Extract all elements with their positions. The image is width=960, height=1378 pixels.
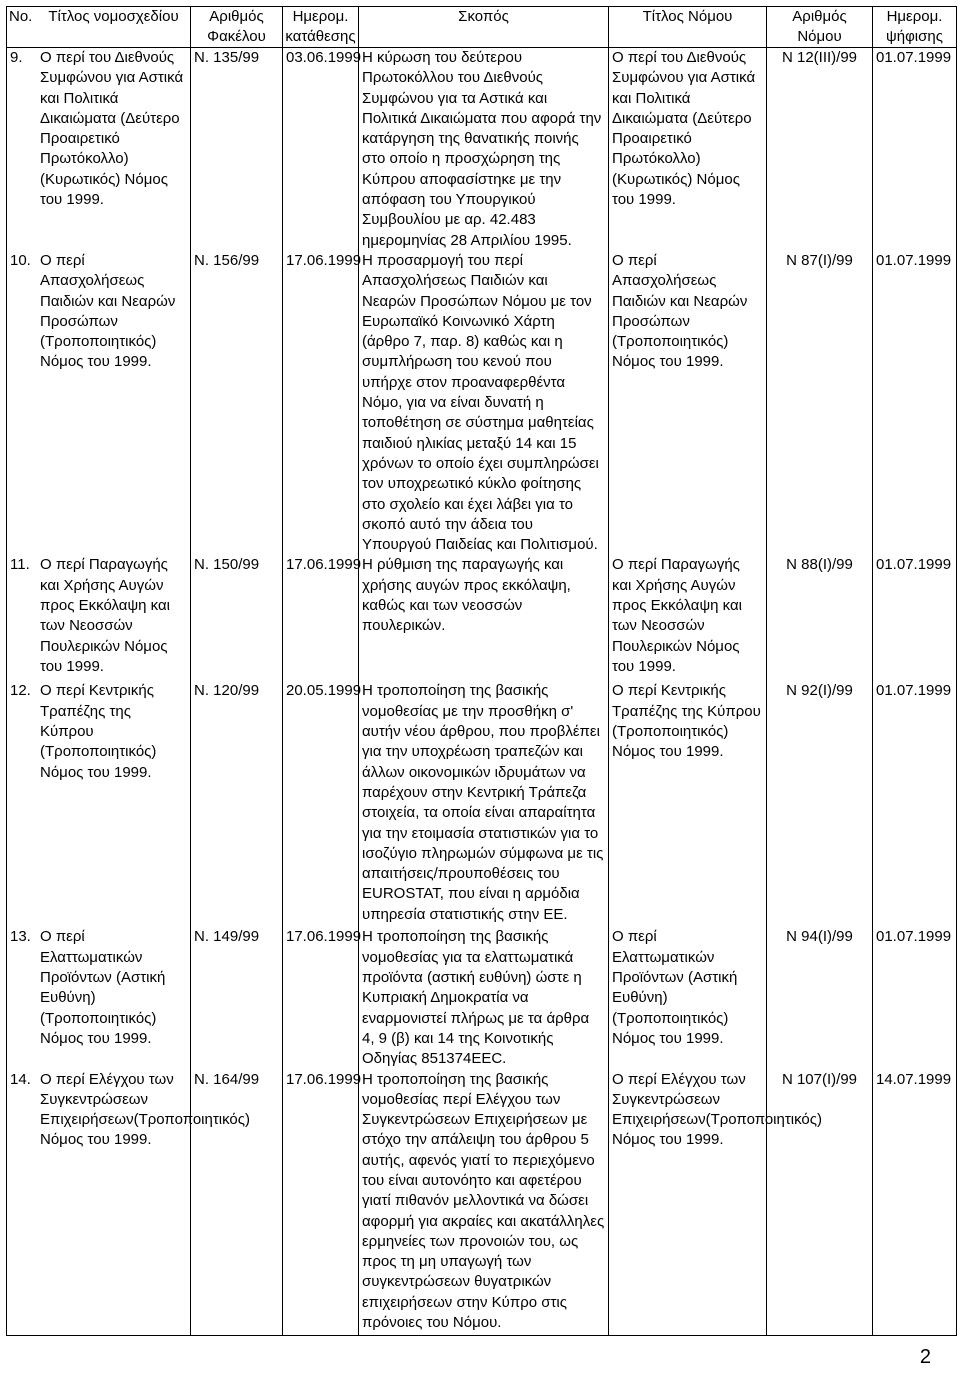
law-title: Ο περί Απασχολήσεως Παιδιών και Νεαρών Προσώπων (Τροποποιητικός) Νόμος του 1999. (609, 251, 767, 555)
bill-cell (7, 251, 191, 555)
row-number: 14. (10, 1070, 31, 1088)
file-number: Ν. 150/99 (191, 555, 283, 681)
table-row (7, 251, 957, 555)
bill-title: Ο περί Ελέγχου των Συγκεντρώσεων Επιχειρήσεων(Τροποποιητικός) Νόμος του 1999. (40, 1070, 250, 1149)
header-no: No. (9, 8, 33, 25)
header-bill-title: Τίτλος νομοσχεδίου (48, 8, 179, 25)
vote-date: 01.07.1999 (873, 251, 957, 555)
file-number: Ν. 164/99 (191, 1070, 283, 1336)
row-number: 9. (10, 49, 23, 66)
law-title: Ο περί Παραγωγής και Χρήσης Αυγών προς Εκκόλαψη και των Νεοσσών Πουλερικών Νόμος του 1999. (609, 555, 767, 681)
purpose-text: Η προσαρμογή του περί Απασχολήσεως Παιδιών και Νεαρών Προσώπων Νόμου με τον Ευρωπαϊκό Κοινωνικό Χάρτη (άρθρο 7, παρ. 8) καθώς και η συμπλήρωση του κενού που υπήρχε στον προαναφερθέντα Νόμο, για να είναι δυνατή η τοποθέτηση σε σύστημα μαθητείας παιδιού ηλικίας μεταξύ 14 και 15 χρόνων το οποίο έχει συμπληρώσει τον υποχρεωτικό κύκλο φοίτησης στο σχολείο και έχει λάβει για το σκοπό αυτό την άδεια του Υπουργού Παιδείας και Πολιτισμού. (359, 251, 609, 555)
submission-date: 20.05.1999 (283, 681, 359, 927)
purpose-text: Η τροποποίηση της βασικής νομοθεσίας περί Ελέγχου των Συγκεντρώσεων Επιχειρήσεων με στόχο την απάλειψη του άρθρου 5 αυτής, αφενός γιατί το περιεχόμενο του είναι αυτονόητο και αφετέρου γιατί πιθανόν μελλοντικά να δώσει αφορμή για ακραίες και ακατάλληλες ερμηνείες των προνοιών του, ως προς τη μη υπαγωγή των συγκεντρώσεων θυγατρικών επιχειρήσεων στην Κύπρο στις πρόνοιες του Νόμου. (359, 1070, 609, 1336)
submission-date: 17.06.1999 (283, 555, 359, 681)
row-number: 10. (10, 251, 31, 269)
vote-date: 01.07.1999 (873, 48, 957, 251)
file-number: Ν. 149/99 (191, 927, 283, 1069)
law-number: Ν 94(Ι)/99 (767, 927, 873, 1069)
file-number: Ν. 120/99 (191, 681, 283, 927)
vote-date: 14.07.1999 (873, 1070, 957, 1336)
vote-date: 01.07.1999 (873, 555, 957, 681)
bill-cell (7, 555, 191, 681)
law-number: Ν 92(Ι)/99 (767, 681, 873, 927)
law-title: Ο περί Ελαττωματικών Προϊόντων (Αστική Ευθύνη) (Τροποποιητικός) Νόμος του 1999. (609, 927, 767, 1069)
vote-date: 01.07.1999 (873, 681, 957, 927)
law-number: Ν 87(Ι)/99 (767, 251, 873, 555)
purpose-text: Η τροποποίηση της βασικής νομοθεσίας για τα ελαττωματικά προϊόντα (αστική ευθύνη) ώστε η Κυπριακή Δημοκρατία να εναρμονιστεί πλήρως με τα άρθρα 4, 9 (β) και 14 της Κοινοτικής Οδηγίας 851374ΕΕC. (359, 927, 609, 1069)
submission-date: 17.06.1999 (283, 927, 359, 1069)
table-row (7, 48, 957, 251)
table-row (7, 1070, 957, 1336)
submission-date: 17.06.1999 (283, 251, 359, 555)
purpose-text: Η ρύθμιση της παραγωγής και χρήσης αυγών προς εκκόλαψη, καθώς και των νεοσσών πουλερικών. (359, 555, 609, 681)
header-file-no: Αριθμός Φακέλου (191, 7, 283, 48)
header-no-title (7, 7, 191, 48)
law-number: Ν 12(ΙΙΙ)/99 (767, 48, 873, 251)
bill-cell (7, 681, 191, 927)
header-vote-date: Ημερομ. ψήφισης (873, 7, 957, 48)
bill-title: Ο περί Απασχολήσεως Παιδιών και Νεαρών Προσώπων (Τροποποιητικός) Νόμος του 1999. (40, 251, 176, 371)
purpose-text: Η τροποποίηση της βασικής νομοθεσίας με την προσθήκη σ' αυτήν νέου άρθρου, που προβλέπει για την υποχρέωση τραπεζών και άλλων οικονομικών ιδρυμάτων να παρέχουν στην Κεντρική Τράπεζα στοιχεία, τα οποία είναι απαραίτητα για την ετοιμασία στατιστικών για το ισοζύγιο πληρωμών σύμφωνα με τις απαιτήσεις/προυποθέσεις του EUROSTAT, που είναι η αρμόδια υπηρεσία στατιστικής στην ΕΕ. (359, 681, 609, 927)
file-number: Ν. 135/99 (191, 48, 283, 251)
row-number: 12. (10, 682, 31, 700)
file-number: Ν. 156/99 (191, 251, 283, 555)
header-purpose: Σκοπός (359, 7, 609, 48)
table-row (7, 927, 957, 1069)
row-number: 13. (10, 928, 31, 946)
page-number: 2 (919, 1346, 931, 1368)
law-number: Ν 107(Ι)/99 (767, 1070, 873, 1336)
bill-cell (7, 48, 191, 251)
bill-title: Ο περί Κεντρικής Τραπέζης της Κύπρου (Τροποποιητικός) Νόμος του 1999. (40, 682, 157, 781)
bill-title: Ο περί Παραγωγής και Χρήσης Αυγών προς Εκκόλαψη και των Νεοσσών Πουλερικών Νόμος του 1999. (40, 556, 170, 675)
bill-title: Ο περί του Διεθνούς Συμφώνου για Αστικά και Πολιτικά Δικαιώματα (Δεύτερο Προαιρετικό Πρωτόκολλο) (Κυρωτικός) Νόμος του 1999. (40, 49, 184, 209)
bill-cell (7, 927, 191, 1069)
vote-date: 01.07.1999 (873, 927, 957, 1069)
law-title: Ο περί Ελέγχου των Συγκεντρώσεων Επιχειρήσεων(Τροποποιητικός) Νόμος του 1999. (609, 1070, 767, 1336)
legislation-table (6, 6, 957, 1336)
row-number: 11. (10, 556, 30, 574)
table-row (7, 681, 957, 927)
purpose-text: Η κύρωση του δεύτερου Πρωτοκόλλου του Διεθνούς Συμφώνου για τα Αστικά και Πολιτικά Δικαιώματα που αφορά την κατάργηση της θανατικής ποινής στο οποίο η προσχώρηση της Κύπρου αποφασίστηκε με την απόφαση του Υπουργικού Συμβουλίου με αρ. 42.483 ημερομηνίας 28 Απριλίου 1995. (359, 48, 609, 251)
table-row (7, 555, 957, 681)
law-title: Ο περί του Διεθνούς Συμφώνου για Αστικά και Πολιτικά Δικαιώματα (Δεύτερο Προαιρετικό Πρωτόκολλο) (Κυρωτικός) Νόμος του 1999. (609, 48, 767, 251)
submission-date: 03.06.1999 (283, 48, 359, 251)
law-number: Ν 88(Ι)/99 (767, 555, 873, 681)
bill-title: Ο περί Ελαττωματικών Προϊόντων (Αστική Ευθύνη) (Τροποποιητικός) Νόμος του 1999. (40, 928, 166, 1047)
submission-date: 17.06.1999 (283, 1070, 359, 1336)
law-title: Ο περί Κεντρικής Τραπέζης της Κύπρου (Τροποποιητικός) Νόμος του 1999. (609, 681, 767, 927)
header-submission-date: Ημερομ. κατάθεσης (283, 7, 359, 48)
header-law-no: Αριθμός Νόμου (767, 7, 873, 48)
header-law-title: Τίτλος Νόμου (609, 7, 767, 48)
table-header-row (7, 7, 957, 48)
